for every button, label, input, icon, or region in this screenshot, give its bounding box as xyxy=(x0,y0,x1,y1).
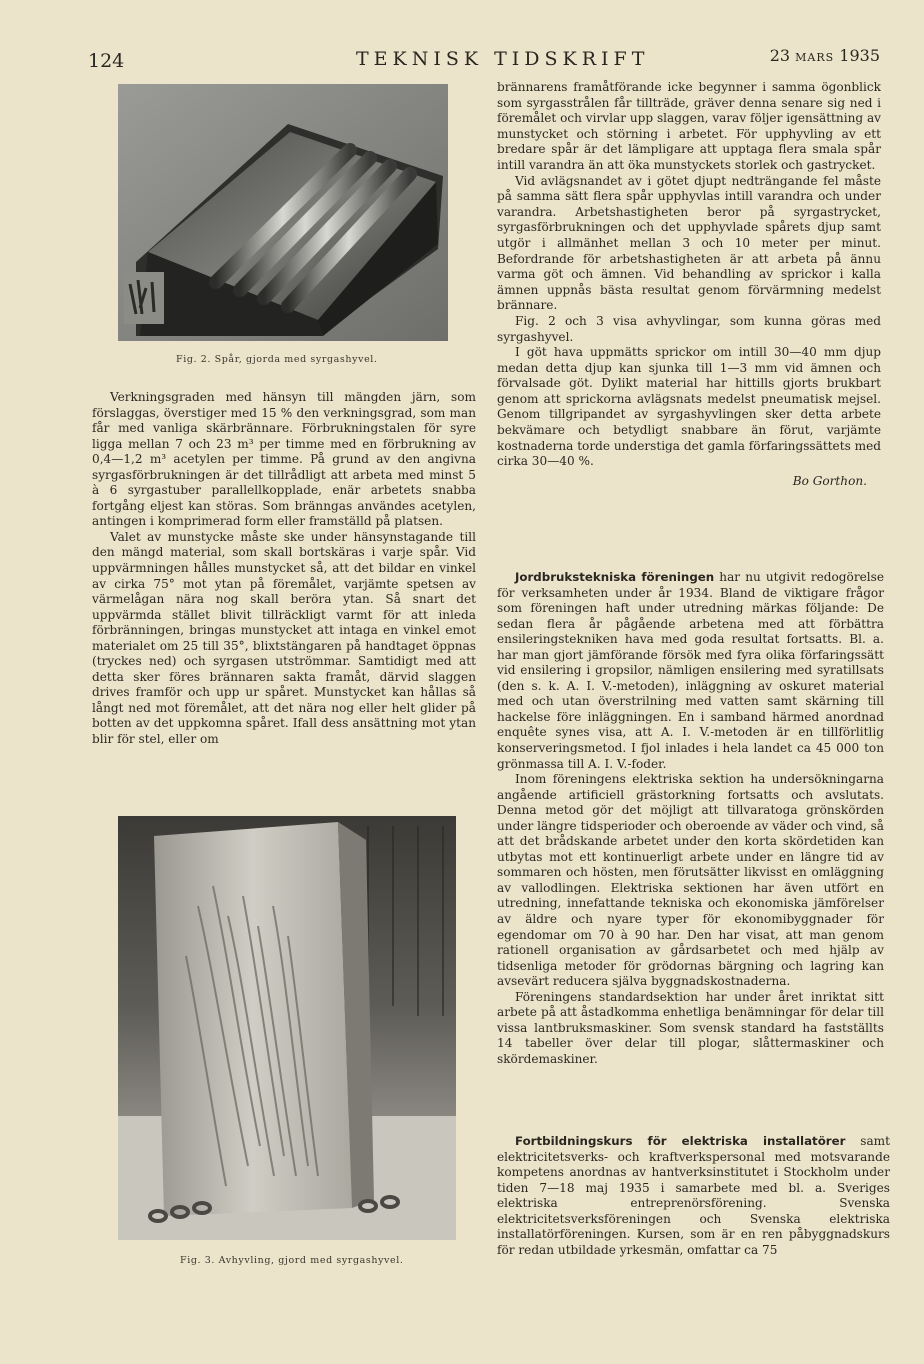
figure-3-photo xyxy=(118,816,456,1240)
page-header xyxy=(88,46,880,76)
figure-3-illustration xyxy=(118,816,456,1240)
date-day: 23 xyxy=(769,46,791,65)
article-jordbruk-p3: Föreningens standardsektion har under året inriktat sitt arbete på att åstadkomma enhetliga benämningar för delar till vissa lantbruksmaskiner. Som svensk standard ha fastställts 14 tabeller över delar till plogar, slåttermaskiner och skördemaskiner. xyxy=(497,989,884,1066)
figure-2-caption: Fig. 2. Spår, gjorda med syrgashyvel. xyxy=(176,354,378,365)
article-fortbildning-heading: Fortbildningskurs för elektriska installatörer xyxy=(515,1134,846,1148)
article-jordbruk-heading: Jordbrukstekniska föreningen xyxy=(515,570,715,584)
author-signature: Bo Gorthon. xyxy=(792,473,867,488)
right-paragraph-4: I göt hava uppmätts sprickor om intill 30—40 mm djup medan detta djup kan sjunka till 1—3 mm vid ämnen och förvalsade göt. Dylikt material har hittills gjorts brukbart genom att sprickorna avlägsnats medelst pneumatisk mejsel. Genom tillgripandet av syrgashyvlingen sker detta arbete bekvämare och betydligt snabbare än förut, varjämte kostnaderna torde understiga det gamla förfaringssättets med cirka 30—40 %. xyxy=(497,345,881,469)
journal-title: TEKNISK TIDSKRIFT xyxy=(356,48,650,70)
figure-2-photo xyxy=(118,84,448,341)
page-number: 124 xyxy=(88,50,125,72)
article-fortbildning-text: samt elektricitetsverks- och kraftverkspersonal med motsvarande kompetens anordnas av hantverksinstitutet i Stockholm under tiden 7—18 maj 1935 i samarbete med bl. a. Sveriges elektriska entreprenörsförening. Svenska elektricitetsverksföreningen och Svenska elektriska installatörföreningen. Kursen, som är en ren påbyggnadskurs för redan utbildade yrkesmän, omfattar ca 75 xyxy=(497,1134,890,1257)
article-jordbruk-p1: har nu utgivit redogörelse för verksamheten under år 1934. Bland de viktigare frågor som föreningen haft under utredning märkas följande: De sedan flera år pågående arbetena med att förbättra ensileringstekniken hava med goda resultat fortsatts. Bl. a. har man gjort jämförande försök med fyra olika förfaringssätt vid ensilering i gropsilor, nämligen ensilering med syratillsats (den s. k. A. I. V.-metoden), inläggning av oskuret material med och utan överstrilning med vatten samt skärning till hackelse före inläggningen. En i samband härmed anordnad enquête synes visa, att A. I. V.-metoden är en tillförlitlig konserveringsmetod. I fjol inlades i hela landet ca 45 000 ton grönmassa till A. I. V.-foder. xyxy=(497,570,884,771)
article-jordbruk-p2: Inom föreningens elektriska sektion ha undersökningarna angående artificiell grästorkning fortsatts och avslutats. Denna metod gör det möjligt att tillvaratoga grönskörden under längre tidsperioder och oberoende av väder och vind, så att det brådskande arbetet under den korta skördetiden kan utbytas mot ett kontinuerligt arbete under en längre tid av sommaren och hösten, men förutsätter likvisst en omläggning av vallodlingen. Elektriska sektionen har även utfört en utredning, innefattande tekniska och ekonomiska jämförelser av äldre och nyare typer för ekonomibyggnader för egendomar om 70 à 90 har. Den har visat, att man genom rationell organisation av gårdsarbetet och med hjälp av tidsenliga metoder för grödornas bärgning och lagring kan avsevärt reducera själva byggnadskostnaderna. xyxy=(497,772,884,989)
left-paragraph-1: Verkningsgraden med hänsyn till mängden järn, som förslaggas, överstiger med 15 % den verkningsgrad, som man får med vanliga skärbrännare. Förbrukningstalen för syre ligga mellan 7 och 23 m³ per timme med en förbrukning av 0,4—1,2 m³ acetylen per timme. På grund av den angivna syrgasförbrukningen är det tillrådligt att arbeta med minst 5 à 6 syrgastuber parallellkopplade, enär arbetets snabba fortgång eljest kan störas. Som bränngas användes acetylen, antingen i komprimerad form eller framställd på platsen. xyxy=(92,390,476,529)
figure-3-caption: Fig. 3. Avhyvling, gjord med syrgashyvel. xyxy=(180,1255,404,1266)
right-column-upper xyxy=(497,80,881,489)
date-year: 1935 xyxy=(839,46,880,65)
right-paragraph-2: Vid avlägsnandet av i götet djupt nedträngande fel måste på samma sätt flera spår upphyvlas intill varandra och under varandra. Arbetshastigheten beror på syrgastrycket, syrgasförbrukningen och det upphyvlade spårets djup samt utgör i allmänhet mellan 3 och 10 meter per minut. Befordrande för arbetshastigheten är att arbeta på ännu varma göt och ämnen. Vid behandling av sprickor i kalla ämnen uppnås bästa resultat genom förvärmning medelst brännare. xyxy=(497,173,881,313)
figure-2-illustration xyxy=(118,84,448,341)
left-paragraph-2: Valet av munstycke måste ske under hänsynstagande till den mängd material, som skall bortskäras i varje spår. Vid uppvärmningen hålles munstycket så, att det bildar en vinkel av cirka 75° mot ytan på föremålet, varjämte spetsen av värmelågan nära nog skall beröra ytan. Så snart det uppvärmda stället blivit tillräckligt varmt för att inleda förbränningen, bringas munstycket att intaga en vinkel emot materialet om 25 till 35°, blixtstängaren på handtaget öppnas (tryckes ned) och syrgasen utströmmar. Samtidigt med att detta sker föres brännaren sakta framåt, därvid slaggen drives framför och upp ur spåret. Munstycket kan hållas så långt ned mot föremålet, att det nära nog eller helt glider på botten av det uppkomna spåret. Ifall dess ansättning mot ytan blir för stel, eller om xyxy=(92,529,476,747)
date-month: MARS xyxy=(795,51,835,64)
right-paragraph-3: Fig. 2 och 3 visa avhyvlingar, som kunna göras med syrgashyvel. xyxy=(497,313,881,344)
article-jordbruk xyxy=(497,570,884,1068)
issue-date xyxy=(770,46,880,65)
article-fortbildning xyxy=(497,1134,890,1258)
right-paragraph-1: brännarens framåtförande icke begynner i samma ögonblick som syrgasstrålen får tillträde, gräver denna senare sig ned i föremålet och virvlar upp slaggen, varav följer igensättning av munstycket och störning i arbetet. För upphyvling av ett bredare spår är det lämpligare att upptaga flera smala spår intill varandra än att öka munstyckets storlek och gastrycket. xyxy=(497,80,881,172)
left-column xyxy=(92,390,476,748)
